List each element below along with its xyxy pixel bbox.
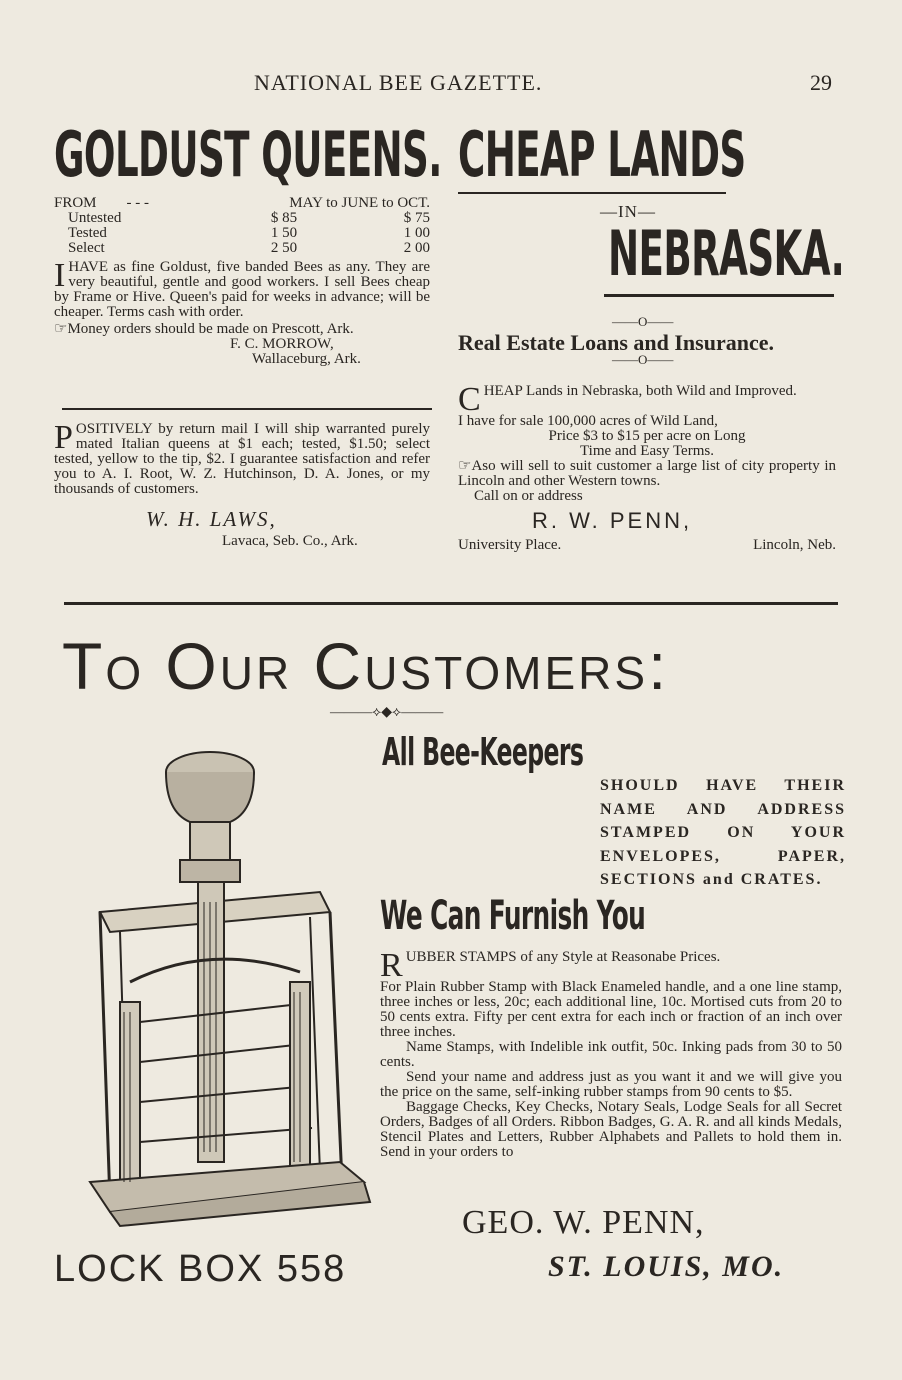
lands-body-4: Time and Easy Terms. xyxy=(580,443,714,459)
should-have-text: SHOULD HAVE THEIR NAME AND ADDRESS STAMPED ON YOUR ENVELOPES, PAPER, SECTIONS and CRATES. xyxy=(600,777,846,888)
price-row xyxy=(54,241,430,256)
lands-signature: R. W. PENN, xyxy=(532,508,693,533)
laws-body xyxy=(54,419,430,497)
lands-ornament-bottom: ——O—— xyxy=(612,352,674,367)
goldust-ad xyxy=(54,118,442,367)
customers-signature: GEO. W. PENN, xyxy=(462,1204,705,1241)
price-label: Untested xyxy=(68,210,122,226)
goldust-divider xyxy=(62,408,432,410)
lands-subhead: Real Estate Loans and Insurance. xyxy=(458,330,774,355)
goldust-dropcap: I xyxy=(54,257,66,294)
lands-in: —IN— xyxy=(600,202,656,221)
goldust-note: ☞Money orders should be made on Prescott, Ark. xyxy=(54,321,354,337)
lands-headline: CHEAP LANDS xyxy=(458,118,746,191)
laws-signature: W. H. LAWS, xyxy=(146,507,277,531)
lands-place-left: University Place. xyxy=(458,537,562,553)
price-table xyxy=(54,196,430,256)
price-from: FROM xyxy=(54,195,97,211)
laws-dropcap: P xyxy=(54,419,73,456)
page-number: 29 xyxy=(810,70,832,95)
price-header xyxy=(54,196,430,211)
stamps-intro-text: UBBER STAMPS of any Style at Reasonabe Prices. xyxy=(405,949,721,965)
lands-body-block xyxy=(458,381,836,553)
goldust-signature-place: Wallaceburg, Ark. xyxy=(252,351,361,367)
lands-ornament-top: ——O—— xyxy=(612,314,674,329)
lands-body xyxy=(458,381,836,418)
price-may-june: 2 50 xyxy=(270,240,298,256)
customers-headline: To Our Customers: xyxy=(62,629,670,703)
goldust-signature: F. C. MORROW, xyxy=(230,336,334,352)
section-divider xyxy=(64,602,838,605)
price-row xyxy=(54,226,430,241)
goldust-body xyxy=(54,257,430,320)
customers-city: ST. LOUIS, MO. xyxy=(548,1250,785,1283)
goldust-body-text: HAVE as fine Goldust, five banded Bees as any. They are very beautiful, gentle and good workers. I sell Bees cheap by Frame or Hive. Queen's paid for weeks in advance; will be cheaper. Terms cash with order. xyxy=(54,259,430,320)
all-beekeepers: All Bee-Keepers xyxy=(382,730,584,774)
stamps-paragraph: Baggage Checks, Key Checks, Notary Seals, Lodge Seals for all Secret Orders, Badges of all Orders. Ribbon Badges, G. A. R. and all kinds Medals, Stencil Plates and Letters, Rubber Alphabets and Pallets to hold them in. Send in your orders to xyxy=(380,1099,842,1160)
lands-places xyxy=(458,538,836,553)
lands-call: Call on or address xyxy=(474,488,583,504)
price-row xyxy=(54,211,430,226)
lockbox: LOCK BOX 558 xyxy=(54,1248,347,1290)
stamps-paragraph: For Plain Rubber Stamp with Black Enameled handle, and a one line stamp, three inches or less, 20c; each additional line, 10c. Mortised cuts from 20 to 50 cents extra. Fifty per cent extra for each inch or fraction of an inch over three inches. xyxy=(380,979,842,1040)
header-title: NATIONAL BEE GAZETTE. xyxy=(254,70,543,95)
price-oct: 2 00 xyxy=(403,240,430,256)
lands-state: NEBRASKA. xyxy=(608,217,845,290)
running-header xyxy=(0,70,902,96)
price-oct: 1 00 xyxy=(403,225,430,241)
stamp-machine-illustration xyxy=(80,742,372,1232)
price-periods: MAY to JUNE to OCT. xyxy=(289,195,430,211)
lands-body-2: I have for sale 100,000 acres of Wild Land, xyxy=(458,413,718,429)
laws-ad xyxy=(54,419,430,549)
price-may-june: $ 85 xyxy=(270,210,298,226)
lands-body-5: ☞Aso will sell to suit customer a large list of city property in Lincoln and other Western towns. xyxy=(458,458,836,489)
stamps-intro xyxy=(380,947,842,984)
stamps-block xyxy=(380,947,842,1160)
lands-body-text: HEAP Lands in Nebraska, both Wild and Improved. xyxy=(483,383,797,399)
laws-body-text: OSITIVELY by return mail I will ship warranted purely mated Italian queens at $1 each; tested, $1.50; select tested, yellow to the tip, $2. I guarantee satisfaction and refer you to A. I. Root, W. Z. Hutchinson, D. A. Jones, or my thousands of customers. xyxy=(54,421,430,497)
lands-body-3: Price $3 to $15 per acre on Long xyxy=(548,428,746,444)
price-dashes: - - - xyxy=(126,195,150,211)
stamps-paragraph: Send your name and address just as you want it and we will give you the price on the same, self-inking rubber stamps from 90 cents to $5. xyxy=(380,1069,842,1100)
lands-top-rule xyxy=(458,192,726,194)
price-may-june: 1 50 xyxy=(270,225,298,241)
lands-ad xyxy=(458,120,838,190)
price-label: Select xyxy=(68,240,105,256)
customers-ornament: ———⟡◆⟡——— xyxy=(330,705,444,720)
goldust-headline: GOLDUST QUEENS. xyxy=(54,118,442,191)
lands-place-right: Lincoln, Neb. xyxy=(753,537,836,553)
we-can-furnish: We Can Furnish You xyxy=(380,893,646,939)
lands-dropcap: C xyxy=(458,381,481,418)
stamps-paragraph: Name Stamps, with Indelible ink outfit, 50c. Inking pads from 30 to 50 cents. xyxy=(380,1039,842,1070)
stamps-dropcap: R xyxy=(380,947,403,984)
price-label: Tested xyxy=(68,225,107,241)
price-oct: $ 75 xyxy=(403,210,430,226)
laws-place: Lavaca, Seb. Co., Ark. xyxy=(222,533,358,549)
lands-state-rule xyxy=(604,294,834,297)
